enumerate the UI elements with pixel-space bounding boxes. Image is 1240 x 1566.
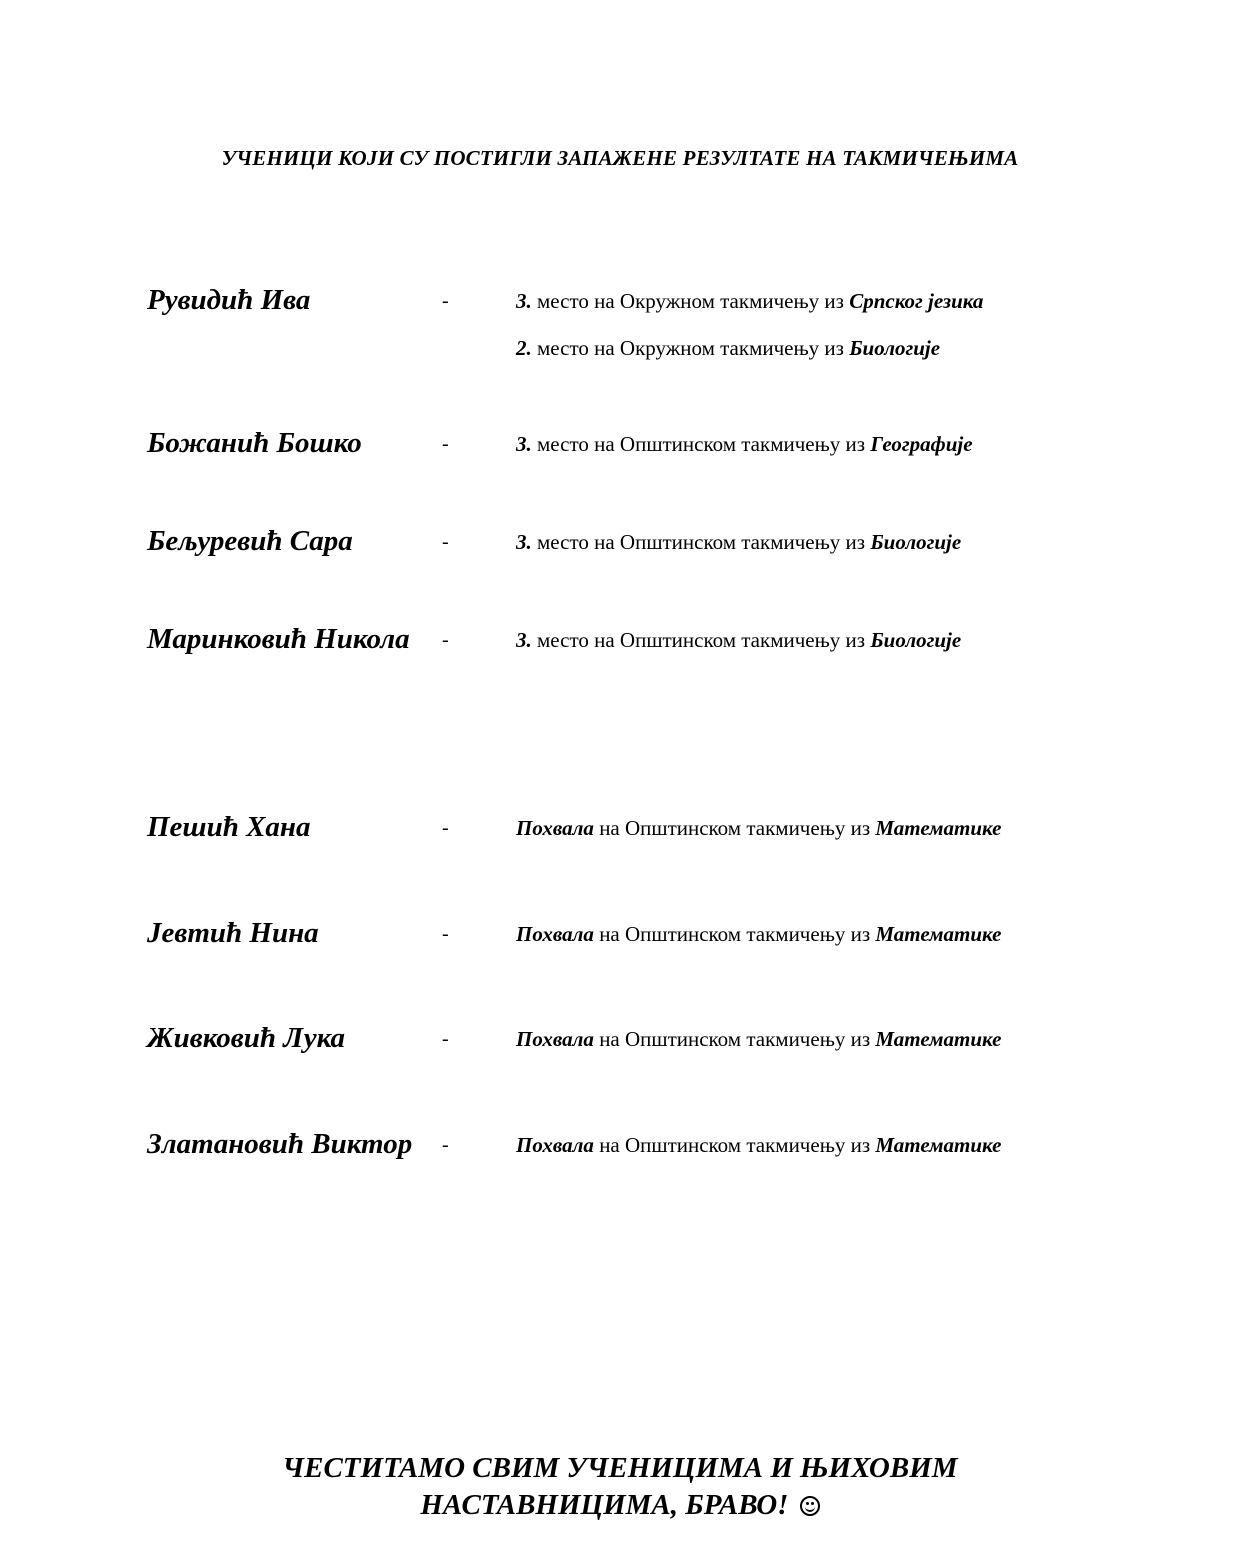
result-lead: 3. bbox=[516, 432, 532, 456]
result-line bbox=[516, 336, 940, 361]
result-line bbox=[516, 432, 973, 457]
footer-line-2: НАСТАВНИЦИМА, БРАВО! bbox=[420, 1489, 789, 1521]
result-subject: Математике bbox=[875, 1133, 1002, 1157]
result-subject: Српског језика bbox=[849, 289, 984, 313]
separator-dash: - bbox=[442, 1028, 449, 1050]
student-name: Златановић Виктор bbox=[147, 1128, 413, 1160]
separator-dash: - bbox=[442, 1134, 449, 1156]
result-lead: Похвала bbox=[516, 816, 594, 840]
separator-dash: - bbox=[442, 290, 449, 312]
result-text: место на Општинском такмичењу из bbox=[531, 530, 871, 554]
result-subject: Географије bbox=[870, 432, 973, 456]
smiley-icon bbox=[800, 1496, 820, 1516]
student-name: Јевтић Нина bbox=[147, 917, 319, 949]
result-line bbox=[516, 1027, 1001, 1052]
student-name: Рувидић Ива bbox=[147, 284, 311, 316]
result-line bbox=[516, 289, 983, 314]
result-text: на Општинском такмичењу из bbox=[593, 816, 876, 840]
result-lead: 2. bbox=[516, 336, 532, 360]
result-text: место на Општинском такмичењу из bbox=[531, 432, 871, 456]
result-text: место на Општинском такмичењу из bbox=[531, 628, 871, 652]
separator-dash: - bbox=[442, 531, 449, 553]
result-lead: 3. bbox=[516, 289, 532, 313]
result-subject: Математике bbox=[875, 816, 1002, 840]
footer-line-2-wrap bbox=[0, 1487, 1240, 1524]
result-text: место на Окружном такмичењу из bbox=[531, 336, 850, 360]
page-title: УЧЕНИЦИ КОЈИ СУ ПОСТИГЛИ ЗАПАЖЕНЕ РЕЗУЛТАТЕ НА ТАКМИЧЕЊИМА bbox=[221, 146, 1019, 170]
separator-dash: - bbox=[442, 433, 449, 455]
student-name: Божанић Бошко bbox=[147, 427, 362, 459]
result-lead: Похвала bbox=[516, 922, 594, 946]
result-subject: Биологије bbox=[849, 336, 941, 360]
result-line bbox=[516, 628, 961, 653]
result-text: на Општинском такмичењу из bbox=[593, 1027, 876, 1051]
result-lead: Похвала bbox=[516, 1027, 594, 1051]
result-subject: Математике bbox=[875, 922, 1002, 946]
result-text: на Општинском такмичењу из bbox=[593, 1133, 876, 1157]
student-name: Маринковић Никола bbox=[147, 623, 410, 655]
separator-dash: - bbox=[442, 923, 449, 945]
result-text: на Општинском такмичењу из bbox=[593, 922, 876, 946]
result-subject: Биологије bbox=[870, 628, 962, 652]
result-line bbox=[516, 922, 1001, 947]
separator-dash: - bbox=[442, 629, 449, 651]
result-lead: 3. bbox=[516, 628, 532, 652]
student-name: Бељуревић Сара bbox=[147, 525, 353, 557]
result-text: место на Окружном такмичењу из bbox=[531, 289, 850, 313]
result-lead: 3. bbox=[516, 530, 532, 554]
student-name: Пешић Хана bbox=[147, 811, 311, 843]
separator-dash: - bbox=[442, 817, 449, 839]
result-line bbox=[516, 1133, 1001, 1158]
student-name: Живковић Лука bbox=[147, 1022, 346, 1054]
result-line bbox=[516, 816, 1001, 841]
result-line bbox=[516, 530, 961, 555]
result-lead: Похвала bbox=[516, 1133, 594, 1157]
result-subject: Математике bbox=[875, 1027, 1002, 1051]
footer-line-1: ЧЕСТИТАМО СВИМ УЧЕНИЦИМА И ЊИХОВИМ bbox=[282, 1452, 958, 1484]
congratulations-footer bbox=[0, 1450, 1240, 1524]
result-subject: Биологије bbox=[870, 530, 962, 554]
